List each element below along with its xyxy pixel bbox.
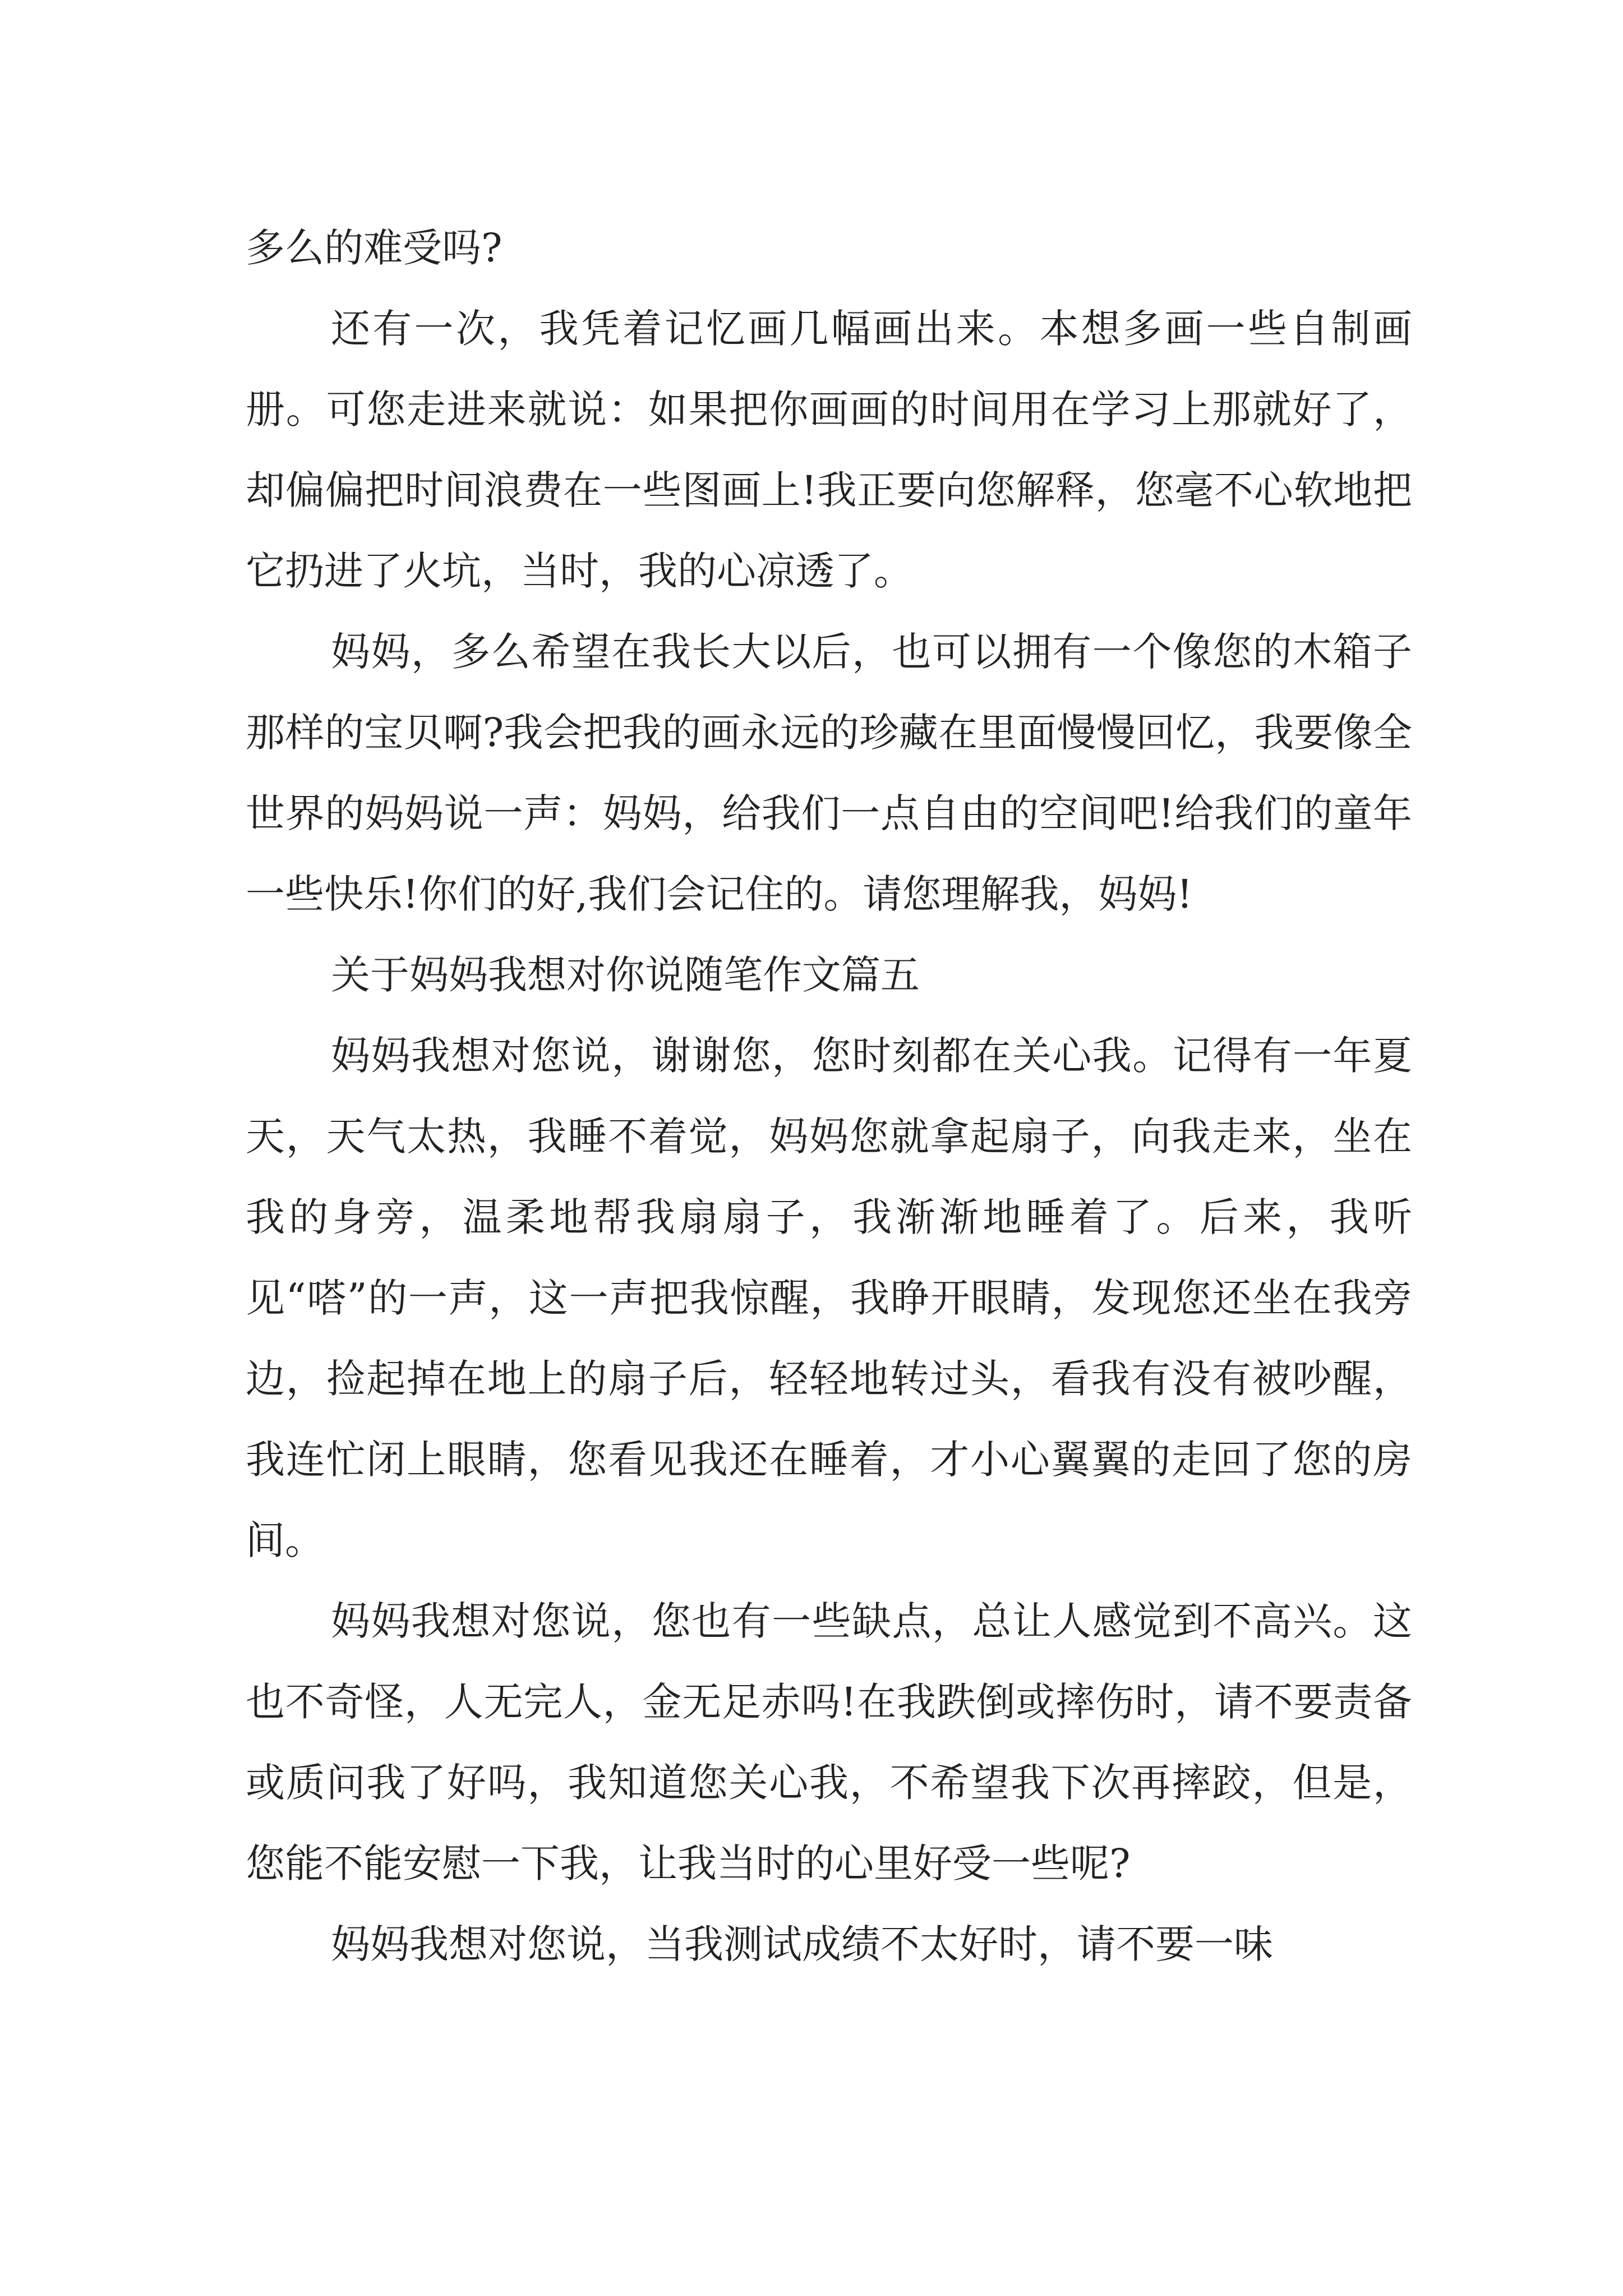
paragraph-test-scores: 妈妈我想对您说，当我测试成绩不太好时，请不要一味: [331, 1921, 1273, 1967]
paragraph-wish: 妈妈，多么希望在我长大以后，也可以拥有一个像您的木箱子那样的宝贝啊?我会把我的画永远的珍藏在里面慢慢回忆，我要像全世界的妈妈说一声：妈妈，给我们一点自由的空间吧!给我们的童年一些快乐!你们的好,我们会记住的。请您理解我，妈妈!: [246, 629, 1412, 917]
section-heading: 关于妈妈我想对你说随笔作文篇五: [331, 952, 920, 998]
body-text: [246, 208, 1412, 1985]
paragraph-continuation: 多么的难受吗?: [246, 225, 502, 271]
paragraph-drawing-memory: 还有一次，我凭着记忆画几幅画出来。本想多画一些自制画册。可您走进来就说：如果把你画画的时间用在学习上那就好了，却偏偏把时间浪费在一些图画上!我正要向您解释，您毫不心软地把它扔进了火坑，当时，我的心凉透了。: [246, 306, 1412, 594]
paragraph-thanks: 妈妈我想对您说，谢谢您，您时刻都在关心我。记得有一年夏天，天气太热，我睡不着觉，妈妈您就拿起扇子，向我走来，坐在我的身旁，温柔地帮我扇扇子，我渐渐地睡着了。后来，我听见“嗒”的一声，这一声把我惊醒，我睁开眼睛，发现您还坐在我旁边，捡起掉在地上的扇子后，轻轻地转过头，看我有没有被吵醒，我连忙闭上眼睛，您看见我还在睡着，才小心翼翼的走回了您的房间。: [246, 1033, 1412, 1563]
paragraph-shortcomings: 妈妈我想对您说，您也有一些缺点，总让人感觉到不高兴。这也不奇怪，人无完人，金无足赤吗!在我跌倒或摔伤时，请不要责备或质问我了好吗，我知道您关心我，不希望我下次再摔跤，但是，您能不能安慰一下我，让我当时的心里好受一些呢?: [246, 1598, 1412, 1887]
